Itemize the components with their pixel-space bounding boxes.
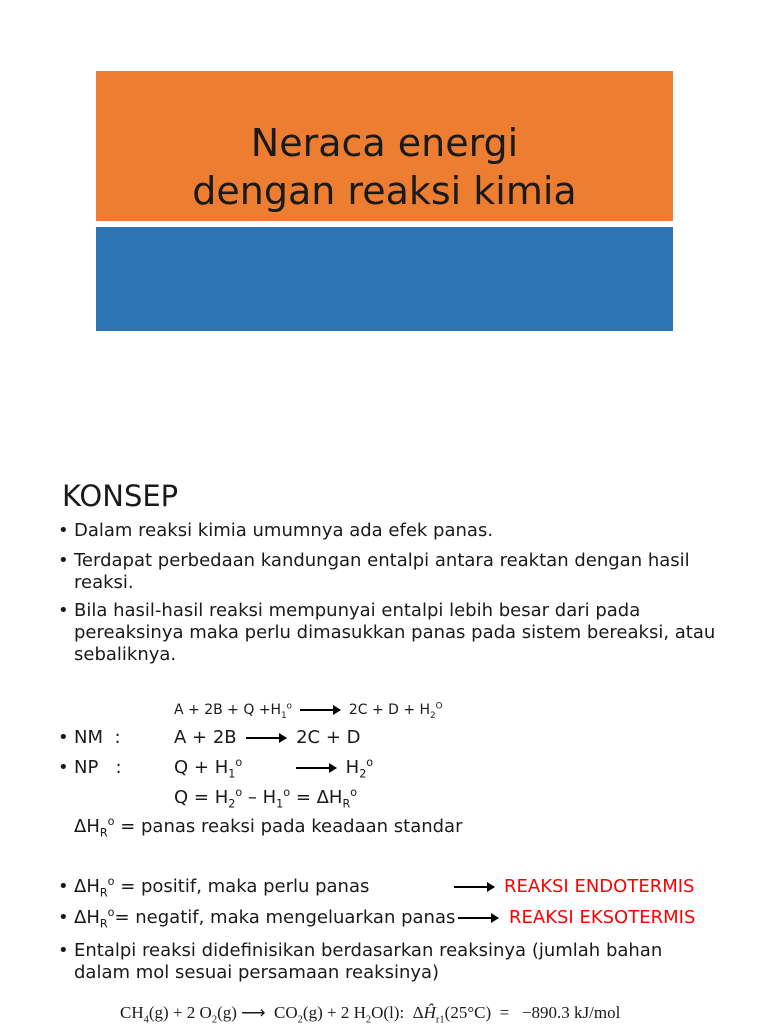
nm-label: NM :	[74, 727, 121, 748]
arrow-icon	[246, 737, 286, 739]
np-equation: $Q + H_1^o$ $H_2^o$	[174, 756, 374, 781]
bullet-icon: •	[58, 520, 69, 541]
np-row	[58, 756, 374, 781]
bullet-icon: •	[58, 907, 69, 928]
nm-row	[58, 727, 361, 749]
bullet-text: sebaliknya.	[74, 644, 177, 665]
bullet-icon: •	[58, 550, 69, 571]
bullet-icon: •	[58, 876, 69, 897]
enthalpy-note: • Entalpi reaksi didefinisikan berdasarkan reaksinya (jumlah bahan dalam mol sesuai persamaan reaksinya)	[58, 940, 663, 983]
bullet-text: pereaksinya maka perlu dimasukkan panas pada sistem bereaksi, atau	[74, 622, 716, 643]
bullet-icon: •	[58, 727, 69, 748]
bullet-icon: •	[58, 757, 69, 778]
np-label: NP :	[74, 757, 122, 778]
section-heading: KONSEP	[62, 479, 179, 513]
nm-equation: A + 2B 2C + D	[174, 727, 361, 748]
bullet-text: Bila hasil-hasil reaksi mempunyai entalpi lebih besar dari pada	[74, 600, 641, 621]
subtitle-banner	[96, 227, 673, 331]
q-equation: $Q = H_2^o - H_1^o = \Delta H_R^o$	[174, 786, 358, 811]
bullet-text: reaksi.	[74, 572, 134, 593]
slide-title-line-2: dengan reaksi kimia	[192, 169, 577, 213]
delta-definition: $\Delta H_R^o$ = panas reaksi pada keadaan standar	[74, 815, 463, 840]
bullet-text: Terdapat perbedaan kandungan entalpi antara reaktan dengan hasil	[74, 550, 690, 571]
example-reaction: $CH_4(g) + 2$ $O_2(g)$ ⟶ $CO_2(g) + 2$ $H_2O(l)$: $\Delta Ĥ_{r1}(25^\circ C) = -890.3$ kJ/mol	[120, 1003, 621, 1024]
arrow-icon	[300, 709, 340, 711]
endothermic-row: • $\Delta H_R^o$ = positif, maka perlu panas REAKSI ENDOTERMIS	[58, 875, 695, 900]
bullet-icon: •	[58, 940, 69, 961]
arrow-icon	[454, 886, 494, 888]
slide-title-line-1: Neraca energi	[250, 121, 519, 165]
bullet-icon: •	[58, 600, 69, 621]
arrow-icon	[296, 767, 336, 769]
exothermic-label: REAKSI EKSOTERMIS	[509, 907, 696, 928]
arrow-icon	[458, 917, 498, 919]
endothermic-label: REAKSI ENDOTERMIS	[504, 876, 695, 897]
main-equation: $A + 2B + Q +H_1^o$ $2C + D + H_2^O$	[174, 701, 443, 721]
exothermic-row: • $\Delta H_R^o=$ negatif, maka mengeluarkan panas REAKSI EKSOTERMIS	[58, 906, 696, 931]
bullet-text: Dalam reaksi kimia umumnya ada efek panas.	[74, 520, 494, 541]
